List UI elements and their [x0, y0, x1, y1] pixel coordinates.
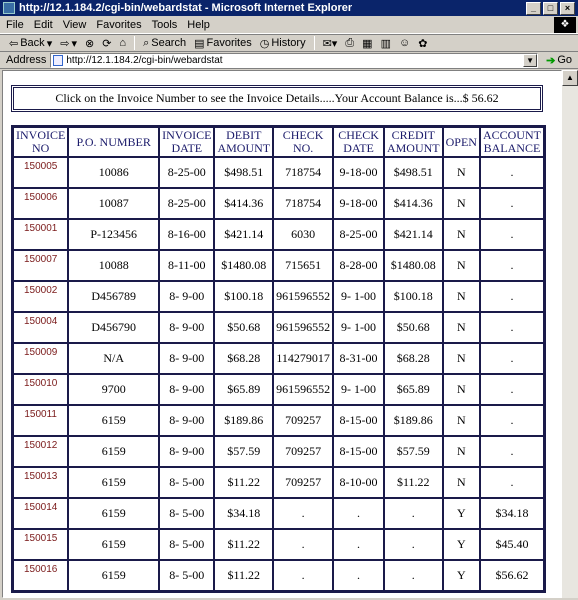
invoice-link[interactable]: 150004 [23, 316, 58, 327]
cell-invoice-no [13, 498, 68, 529]
cell-debit-amount: $189.86 [214, 405, 273, 436]
cell-debit-amount: $414.36 [214, 188, 273, 219]
invoice-link[interactable]: 150012 [23, 440, 58, 451]
invoice-link[interactable]: 150002 [23, 285, 58, 296]
cell-po-number: P-123456 [68, 219, 159, 250]
cell-po-number: 10088 [68, 250, 159, 281]
discuss-icon: ▥ [380, 37, 391, 50]
table-row [13, 560, 544, 591]
cell-account-balance: . [480, 281, 544, 312]
invoice-link[interactable]: 150015 [23, 533, 58, 544]
cell-po-number: 6159 [68, 436, 159, 467]
cell-invoice-date: 8- 9-00 [159, 374, 214, 405]
table-row [13, 343, 544, 374]
cell-po-number: 6159 [68, 405, 159, 436]
stop-button[interactable] [82, 37, 97, 50]
cell-check-no: 709257 [273, 467, 333, 498]
table-header-row [13, 127, 544, 157]
menu-favorites[interactable]: Favorites [96, 18, 142, 31]
page-content [2, 70, 562, 598]
cell-account-balance: . [480, 157, 544, 188]
cell-open-flag: Y [443, 529, 480, 560]
invoice-link[interactable]: 150007 [23, 254, 58, 265]
cell-check-no: 114279017 [273, 343, 333, 374]
balance-message: Click on the Invoice Number to see the Invoice Details.....Your Account Balance is...$ 56.62 [11, 85, 543, 112]
cell-debit-amount: $11.22 [214, 467, 273, 498]
cell-check-date: 8-15-00 [333, 436, 384, 467]
cell-credit-amount: . [384, 529, 443, 560]
search-button[interactable] [140, 37, 189, 50]
cell-check-no: 709257 [273, 436, 333, 467]
cell-check-date: . [333, 560, 384, 591]
search-icon: ⌕ [143, 36, 150, 49]
cell-po-number: D456790 [68, 312, 159, 343]
favorites-icon: ▤ [194, 37, 205, 50]
invoice-table [11, 125, 546, 593]
cell-invoice-no [13, 467, 68, 498]
cell-credit-amount: $100.18 [384, 281, 443, 312]
title-bar [0, 0, 578, 16]
favorites-button[interactable] [191, 37, 255, 50]
cell-credit-amount: $68.28 [384, 343, 443, 374]
cell-invoice-no [13, 250, 68, 281]
cell-check-date: . [333, 529, 384, 560]
cell-check-no: . [273, 498, 333, 529]
cell-check-no: 961596552 [273, 312, 333, 343]
back-button[interactable] [6, 37, 55, 50]
go-arrow-icon: ➔ [546, 54, 556, 67]
cell-invoice-date: 8- 5-00 [159, 498, 214, 529]
cell-debit-amount: $34.18 [214, 498, 273, 529]
window-title: http://12.1.184.2/cgi-bin/webardstat - Microsoft Internet Explorer [19, 2, 353, 14]
cell-account-balance: . [480, 374, 544, 405]
cell-credit-amount: . [384, 498, 443, 529]
close-button[interactable]: × [560, 2, 575, 15]
cell-credit-amount: $189.86 [384, 405, 443, 436]
go-button[interactable] [540, 54, 578, 67]
invoice-link[interactable]: 150016 [23, 564, 58, 575]
history-label: History [271, 37, 306, 49]
maximize-button[interactable]: □ [543, 2, 558, 15]
cell-po-number: D456789 [68, 281, 159, 312]
cell-account-balance: $56.62 [480, 560, 544, 591]
cell-open-flag: N [443, 219, 480, 250]
table-row [13, 498, 544, 529]
cell-po-number: N/A [68, 343, 159, 374]
invoice-link[interactable]: 150013 [23, 471, 58, 482]
minimize-button[interactable]: _ [526, 2, 541, 15]
cell-po-number: 6159 [68, 498, 159, 529]
cell-debit-amount: $498.51 [214, 157, 273, 188]
edit-button[interactable] [359, 37, 375, 50]
cell-open-flag: Y [443, 560, 480, 591]
table-row [13, 374, 544, 405]
cell-po-number: 6159 [68, 560, 159, 591]
cell-account-balance: . [480, 250, 544, 281]
toolbar [0, 34, 578, 52]
cell-check-date: 9- 1-00 [333, 281, 384, 312]
back-label: Back [20, 37, 45, 49]
cell-check-date: 9- 1-00 [333, 374, 384, 405]
cell-debit-amount: $57.59 [214, 436, 273, 467]
cell-invoice-date: 8- 5-00 [159, 467, 214, 498]
address-bar [0, 52, 578, 69]
cell-open-flag: N [443, 343, 480, 374]
cell-check-date: 8-10-00 [333, 467, 384, 498]
cell-po-number: 6159 [68, 529, 159, 560]
cell-open-flag: N [443, 436, 480, 467]
refresh-button[interactable] [99, 37, 114, 50]
header-debit-amount: DEBIT AMOUNT [214, 127, 273, 157]
header-po-number: P.O. NUMBER [68, 127, 159, 157]
cell-po-number: 10086 [68, 157, 159, 188]
invoice-link[interactable]: 150005 [23, 161, 58, 172]
cell-credit-amount: . [384, 560, 443, 591]
cell-invoice-date: 8- 9-00 [159, 405, 214, 436]
invoice-link[interactable]: 150009 [23, 347, 58, 358]
cell-invoice-no [13, 188, 68, 219]
cell-check-no: . [273, 529, 333, 560]
chevron-down-icon: ▾ [46, 37, 53, 50]
chevron-down-icon: ▾ [71, 37, 77, 50]
cell-invoice-date: 8-25-00 [159, 157, 214, 188]
cell-check-no: 715651 [273, 250, 333, 281]
page-icon [53, 55, 63, 66]
cell-debit-amount: $65.89 [214, 374, 273, 405]
cell-open-flag: N [443, 281, 480, 312]
cell-open-flag: Y [443, 498, 480, 529]
menu-tools[interactable]: Tools [151, 18, 178, 31]
cell-account-balance: . [480, 405, 544, 436]
table-row [13, 467, 544, 498]
cell-invoice-date: 8- 9-00 [159, 312, 214, 343]
windows-logo-icon: ❖ [554, 17, 576, 33]
cell-invoice-date: 8- 9-00 [159, 343, 214, 374]
menu-edit[interactable]: Edit [33, 18, 53, 31]
toolbar-separator [314, 36, 315, 50]
cell-open-flag: N [443, 250, 480, 281]
cell-check-date: . [333, 498, 384, 529]
stop-icon: ⊗ [84, 37, 95, 50]
cell-credit-amount: $1480.08 [384, 250, 443, 281]
cell-check-no: 961596552 [273, 374, 333, 405]
go-label: Go [557, 54, 572, 66]
cell-debit-amount: $421.14 [214, 219, 273, 250]
address-url: http://12.1.184.2/cgi-bin/webardstat [66, 54, 223, 66]
cell-invoice-no [13, 560, 68, 591]
invoice-link[interactable]: 150014 [23, 502, 58, 513]
cell-credit-amount: $65.89 [384, 374, 443, 405]
cell-open-flag: N [443, 157, 480, 188]
cell-account-balance: . [480, 188, 544, 219]
cell-invoice-date: 8- 9-00 [159, 281, 214, 312]
cell-invoice-no [13, 281, 68, 312]
cell-po-number: 10087 [68, 188, 159, 219]
invoice-link[interactable]: 150010 [23, 378, 58, 389]
refresh-icon: ⟳ [102, 37, 112, 50]
cell-account-balance: $34.18 [480, 498, 544, 529]
cell-open-flag: N [443, 467, 480, 498]
cell-invoice-no [13, 219, 68, 250]
menu-help[interactable]: Help [187, 18, 210, 31]
discuss-button[interactable] [378, 37, 394, 50]
research-icon: ✿ [418, 37, 428, 50]
table-row [13, 219, 544, 250]
table-row [13, 529, 544, 560]
cell-account-balance: $45.40 [480, 529, 544, 560]
header-invoice-no: INVOICE NO [13, 127, 68, 157]
cell-open-flag: N [443, 374, 480, 405]
cell-account-balance: . [480, 219, 544, 250]
cell-debit-amount: $100.18 [214, 281, 273, 312]
table-row [13, 405, 544, 436]
header-check-no: CHECK NO. [273, 127, 333, 157]
cell-invoice-date: 8- 9-00 [159, 436, 214, 467]
cell-open-flag: N [443, 312, 480, 343]
cell-invoice-no [13, 312, 68, 343]
cell-invoice-no [13, 343, 68, 374]
cell-invoice-no [13, 405, 68, 436]
address-input[interactable] [50, 53, 538, 68]
scroll-up-icon[interactable]: ▲ [562, 70, 578, 86]
cell-check-date: 8-25-00 [333, 219, 384, 250]
menu-view[interactable]: View [62, 18, 87, 31]
table-row [13, 250, 544, 281]
cell-check-no: 6030 [273, 219, 333, 250]
cell-credit-amount: $414.36 [384, 188, 443, 219]
messenger-button[interactable] [396, 37, 413, 49]
ie-page-icon [3, 2, 15, 14]
cell-check-no: 718754 [273, 188, 333, 219]
cell-debit-amount: $1480.08 [214, 250, 273, 281]
cell-po-number: 9700 [68, 374, 159, 405]
cell-credit-amount: $11.22 [384, 467, 443, 498]
print-button[interactable] [342, 37, 357, 50]
table-row [13, 188, 544, 219]
cell-check-date: 8-15-00 [333, 405, 384, 436]
research-button[interactable] [415, 37, 430, 50]
cell-invoice-no [13, 529, 68, 560]
cell-check-date: 8-31-00 [333, 343, 384, 374]
home-button[interactable] [116, 37, 129, 49]
table-row [13, 281, 544, 312]
table-row [13, 436, 544, 467]
mail-icon: ✉▾ [322, 37, 338, 50]
cell-account-balance: . [480, 343, 544, 374]
print-icon: ⎙ [345, 36, 355, 49]
header-credit-amount: CREDIT AMOUNT [384, 127, 443, 157]
cell-debit-amount: $11.22 [214, 529, 273, 560]
window-controls [526, 2, 575, 15]
cell-account-balance: . [480, 312, 544, 343]
cell-open-flag: N [443, 188, 480, 219]
forward-arrow-icon: ⇨ [60, 37, 70, 50]
cell-check-date: 9-18-00 [333, 157, 384, 188]
cell-credit-amount: $57.59 [384, 436, 443, 467]
cell-invoice-date: 8-11-00 [159, 250, 214, 281]
forward-button[interactable] [57, 37, 80, 50]
cell-check-date: 9- 1-00 [333, 312, 384, 343]
cell-check-no: 961596552 [273, 281, 333, 312]
cell-check-no: . [273, 560, 333, 591]
menu-file[interactable]: File [6, 18, 24, 31]
cell-invoice-date: 8-25-00 [159, 188, 214, 219]
cell-check-date: 9-18-00 [333, 188, 384, 219]
header-check-date: CHECK DATE [333, 127, 384, 157]
history-icon: ◷ [259, 37, 270, 50]
address-label: Address [6, 54, 47, 66]
header-account-balance: ACCOUNT BALANCE [480, 127, 544, 157]
mail-button[interactable] [320, 37, 341, 50]
favorites-label: Favorites [206, 37, 252, 49]
header-invoice-date: INVOICE DATE [159, 127, 214, 157]
cell-invoice-date: 8-16-00 [159, 219, 214, 250]
home-icon: ⌂ [119, 37, 127, 49]
cell-debit-amount: $50.68 [214, 312, 273, 343]
back-arrow-icon: ⇦ [9, 37, 19, 50]
messenger-icon: ☺ [398, 37, 411, 49]
toolbar-separator [134, 36, 135, 50]
cell-check-no: 718754 [273, 157, 333, 188]
cell-po-number: 6159 [68, 467, 159, 498]
cell-check-no: 709257 [273, 405, 333, 436]
header-open: OPEN [443, 127, 480, 157]
cell-invoice-date: 8- 5-00 [159, 560, 214, 591]
vertical-scrollbar[interactable] [562, 70, 578, 598]
menu-bar [0, 16, 578, 34]
cell-invoice-no [13, 436, 68, 467]
cell-account-balance: . [480, 436, 544, 467]
cell-invoice-no [13, 374, 68, 405]
cell-open-flag: N [443, 405, 480, 436]
cell-check-date: 8-28-00 [333, 250, 384, 281]
cell-invoice-no [13, 157, 68, 188]
chevron-down-icon[interactable]: ▼ [523, 54, 537, 67]
table-row [13, 157, 544, 188]
invoice-link[interactable]: 150006 [23, 192, 58, 203]
invoice-link[interactable]: 150011 [24, 409, 57, 420]
invoice-link[interactable]: 150001 [23, 223, 58, 234]
search-label: Search [151, 37, 187, 49]
edit-icon: ▦ [362, 37, 373, 50]
cell-debit-amount: $11.22 [214, 560, 273, 591]
history-button[interactable] [257, 37, 309, 50]
cell-account-balance: . [480, 467, 544, 498]
cell-debit-amount: $68.28 [214, 343, 273, 374]
cell-credit-amount: $421.14 [384, 219, 443, 250]
cell-credit-amount: $50.68 [384, 312, 443, 343]
cell-credit-amount: $498.51 [384, 157, 443, 188]
table-row [13, 312, 544, 343]
cell-invoice-date: 8- 5-00 [159, 529, 214, 560]
